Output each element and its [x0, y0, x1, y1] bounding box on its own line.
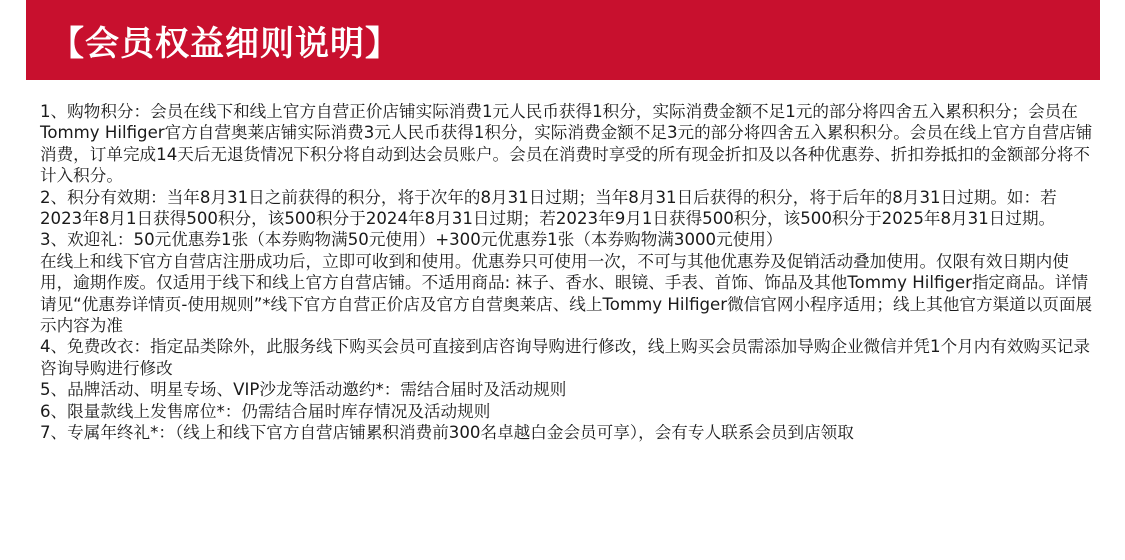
rule-brand-events: 5、品牌活动、明星专场、VIP沙龙等活动邀约*：需结合届时及活动规则 — [40, 380, 567, 400]
rule-welcome-gift-details: 在线上和线下官方自营店注册成功后，立即可收到和使用。优惠券只可使用一次，不可与其他优惠券及促销活动叠加使用。仅限有效日期内使用，逾期作废。仅适用于线下和线上官方自营店铺。不适用商品: 袜子、香水、眼镜、手表、首饰、饰品及其他Tommy Hilfiger指定商品。详情请见“优惠券详情页-使用规则”*线下官方自营正价店及官方自营奥莱店、线上Tommy Hilfiger微信官网小程序适用；线上其他官方渠道以页面展示内容为准 — [40, 251, 1093, 336]
rule-year-end-gift: 7、专属年终礼*：（线上和线下官方自营店铺累积消费前300名卓越白金会员可享），会有专人联系会员到店领取 — [40, 423, 854, 443]
rule-free-alteration: 4、免费改衣：指定品类除外，此服务线下购买会员可直接到店咨询导购进行修改，线上购买会员需添加导购企业微信并凭1个月内有效购买记录咨询导购进行修改 — [40, 337, 1090, 378]
rule-points: 1、购物积分：会员在线下和线上官方自营正价店铺实际消费1元人民币获得1积分，实际消费金额不足1元的部分将四舍五入累积积分；会员在Tommy Hilfiger官方自营奥莱店铺实际消费3元人民币获得1积分，实际消费金额不足3元的部分将四舍五入累积积分。会员在线上官方自营店铺消费，订单完成14天后无退货情况下积分将自动到达会员账户。会员在消费时享受的所有现金折扣及以各种优惠券、折扣券抵扣的金额部分将不计入积分。 — [40, 102, 1093, 186]
page-title: 【会员权益细则说明】 — [50, 23, 400, 64]
rule-welcome-gift: 3、欢迎礼：50元优惠券1张（本券购物满50元使用）+300元优惠券1张（本券购物满3000元使用） — [40, 230, 783, 250]
header-banner — [26, 0, 1100, 80]
rule-points-validity: 2、积分有效期：当年8月31日之前获得的积分，将于次年的8月31日过期；当年8月31日后获得的积分，将于后年的8月31日过期。如：若2023年8月1日获得500积分，该500积分于2024年8月31日过期；若2023年9月1日获得500积分，该500积分于2025年8月31日过期。 — [40, 187, 1057, 229]
rule-limited-release: 6、限量款线上发售席位*：仍需结合届时库存情况及活动规则 — [40, 401, 491, 421]
rules-content — [40, 101, 1098, 444]
